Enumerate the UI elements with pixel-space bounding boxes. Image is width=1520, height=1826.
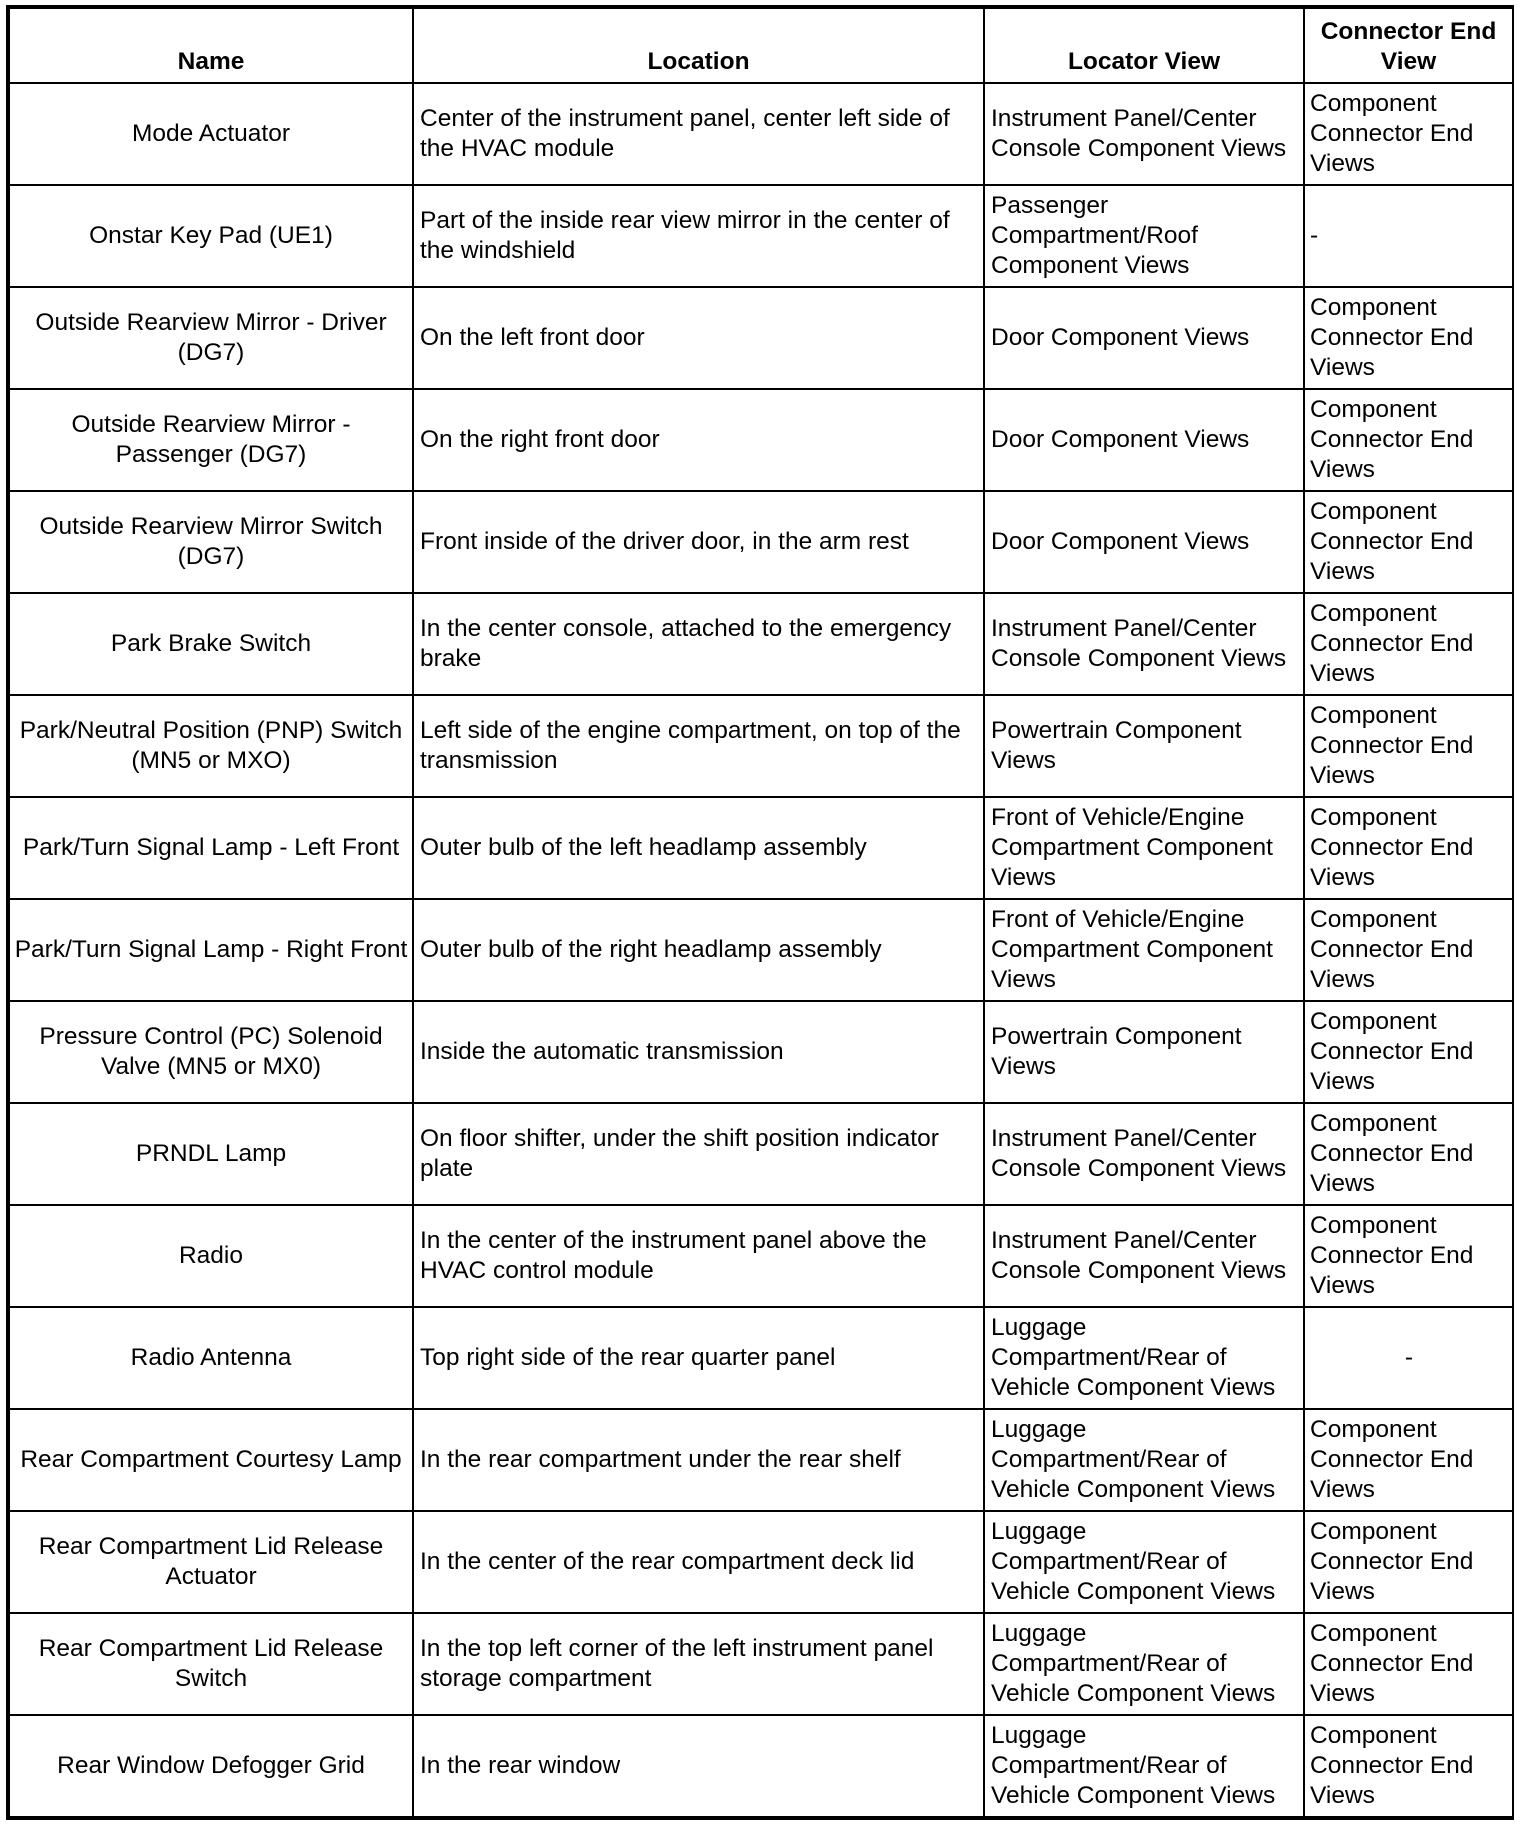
header-location: Location: [413, 8, 984, 83]
cell-locator-view: Luggage Compartment/Rear of Vehicle Component Views: [984, 1307, 1304, 1409]
cell-location: Center of the instrument panel, center left side of the HVAC module: [413, 83, 984, 185]
cell-connector-end-view: Component Connector End Views: [1304, 491, 1513, 593]
cell-locator-view: Luggage Compartment/Rear of Vehicle Component Views: [984, 1511, 1304, 1613]
cell-location: On the left front door: [413, 287, 984, 389]
header-locator-view: Locator View: [984, 8, 1304, 83]
cell-name: Radio: [9, 1205, 413, 1307]
cell-locator-view: Door Component Views: [984, 287, 1304, 389]
cell-location: In the top left corner of the left instrument panel storage compartment: [413, 1613, 984, 1715]
cell-location: In the rear window: [413, 1715, 984, 1817]
cell-location: Front inside of the driver door, in the arm rest: [413, 491, 984, 593]
table-row: [9, 797, 1513, 899]
table-row: [9, 389, 1513, 491]
cell-name: Outside Rearview Mirror - Passenger (DG7): [9, 389, 413, 491]
table-body: [9, 83, 1513, 1817]
table-row: [9, 1307, 1513, 1409]
table-row: [9, 287, 1513, 389]
table-row: [9, 1613, 1513, 1715]
cell-location: Inside the automatic transmission: [413, 1001, 984, 1103]
cell-connector-end-view: Component Connector End Views: [1304, 797, 1513, 899]
component-locator-table: [8, 7, 1514, 1818]
cell-name: Park/Neutral Position (PNP) Switch (MN5 or MXO): [9, 695, 413, 797]
table-row: [9, 1103, 1513, 1205]
cell-connector-end-view: -: [1304, 185, 1513, 287]
table-row: [9, 1205, 1513, 1307]
cell-name: Mode Actuator: [9, 83, 413, 185]
header-row: [9, 8, 1513, 83]
cell-location: Left side of the engine compartment, on top of the transmission: [413, 695, 984, 797]
cell-name: Outside Rearview Mirror Switch (DG7): [9, 491, 413, 593]
table-row: [9, 899, 1513, 1001]
cell-locator-view: Instrument Panel/Center Console Component Views: [984, 83, 1304, 185]
table-row: [9, 1001, 1513, 1103]
cell-locator-view: Instrument Panel/Center Console Component Views: [984, 593, 1304, 695]
cell-name: Outside Rearview Mirror - Driver (DG7): [9, 287, 413, 389]
header-connector-end-view: Connector End View: [1304, 8, 1513, 83]
cell-locator-view: Powertrain Component Views: [984, 1001, 1304, 1103]
cell-locator-view: Powertrain Component Views: [984, 695, 1304, 797]
cell-name: Onstar Key Pad (UE1): [9, 185, 413, 287]
cell-connector-end-view: Component Connector End Views: [1304, 1001, 1513, 1103]
table-row: [9, 1511, 1513, 1613]
cell-locator-view: Passenger Compartment/Roof Component Views: [984, 185, 1304, 287]
cell-location: In the center of the instrument panel above the HVAC control module: [413, 1205, 984, 1307]
cell-connector-end-view: Component Connector End Views: [1304, 695, 1513, 797]
cell-locator-view: Door Component Views: [984, 389, 1304, 491]
cell-name: Park/Turn Signal Lamp - Right Front: [9, 899, 413, 1001]
cell-connector-end-view: Component Connector End Views: [1304, 389, 1513, 491]
cell-connector-end-view: Component Connector End Views: [1304, 593, 1513, 695]
cell-location: Top right side of the rear quarter panel: [413, 1307, 984, 1409]
cell-name: Radio Antenna: [9, 1307, 413, 1409]
cell-locator-view: Instrument Panel/Center Console Component Views: [984, 1103, 1304, 1205]
cell-connector-end-view: -: [1304, 1307, 1513, 1409]
cell-locator-view: Luggage Compartment/Rear of Vehicle Component Views: [984, 1715, 1304, 1817]
cell-name: Rear Compartment Courtesy Lamp: [9, 1409, 413, 1511]
cell-location: Part of the inside rear view mirror in the center of the windshield: [413, 185, 984, 287]
table-row: [9, 695, 1513, 797]
cell-connector-end-view: Component Connector End Views: [1304, 1715, 1513, 1817]
cell-location: Outer bulb of the right headlamp assembly: [413, 899, 984, 1001]
cell-location: In the rear compartment under the rear shelf: [413, 1409, 984, 1511]
cell-connector-end-view: Component Connector End Views: [1304, 1409, 1513, 1511]
cell-name: Pressure Control (PC) Solenoid Valve (MN5 or MX0): [9, 1001, 413, 1103]
cell-locator-view: Front of Vehicle/Engine Compartment Component Views: [984, 797, 1304, 899]
cell-location: Outer bulb of the left headlamp assembly: [413, 797, 984, 899]
cell-name: Rear Compartment Lid Release Switch: [9, 1613, 413, 1715]
cell-locator-view: Luggage Compartment/Rear of Vehicle Component Views: [984, 1613, 1304, 1715]
cell-name: Park Brake Switch: [9, 593, 413, 695]
cell-name: PRNDL Lamp: [9, 1103, 413, 1205]
cell-connector-end-view: Component Connector End Views: [1304, 1103, 1513, 1205]
cell-location: On floor shifter, under the shift position indicator plate: [413, 1103, 984, 1205]
table-row: [9, 593, 1513, 695]
cell-connector-end-view: Component Connector End Views: [1304, 83, 1513, 185]
table-row: [9, 1715, 1513, 1817]
table-row: [9, 491, 1513, 593]
cell-connector-end-view: Component Connector End Views: [1304, 899, 1513, 1001]
cell-name: Park/Turn Signal Lamp - Left Front: [9, 797, 413, 899]
cell-locator-view: Luggage Compartment/Rear of Vehicle Component Views: [984, 1409, 1304, 1511]
cell-connector-end-view: Component Connector End Views: [1304, 1613, 1513, 1715]
cell-connector-end-view: Component Connector End Views: [1304, 1205, 1513, 1307]
cell-location: In the center console, attached to the emergency brake: [413, 593, 984, 695]
cell-locator-view: Instrument Panel/Center Console Component Views: [984, 1205, 1304, 1307]
cell-connector-end-view: Component Connector End Views: [1304, 1511, 1513, 1613]
table-row: [9, 1409, 1513, 1511]
cell-name: Rear Window Defogger Grid: [9, 1715, 413, 1817]
table-row: [9, 83, 1513, 185]
table-row: [9, 185, 1513, 287]
cell-locator-view: Front of Vehicle/Engine Compartment Component Views: [984, 899, 1304, 1001]
header-name: Name: [9, 8, 413, 83]
cell-location: On the right front door: [413, 389, 984, 491]
cell-locator-view: Door Component Views: [984, 491, 1304, 593]
cell-connector-end-view: Component Connector End Views: [1304, 287, 1513, 389]
cell-name: Rear Compartment Lid Release Actuator: [9, 1511, 413, 1613]
cell-location: In the center of the rear compartment deck lid: [413, 1511, 984, 1613]
